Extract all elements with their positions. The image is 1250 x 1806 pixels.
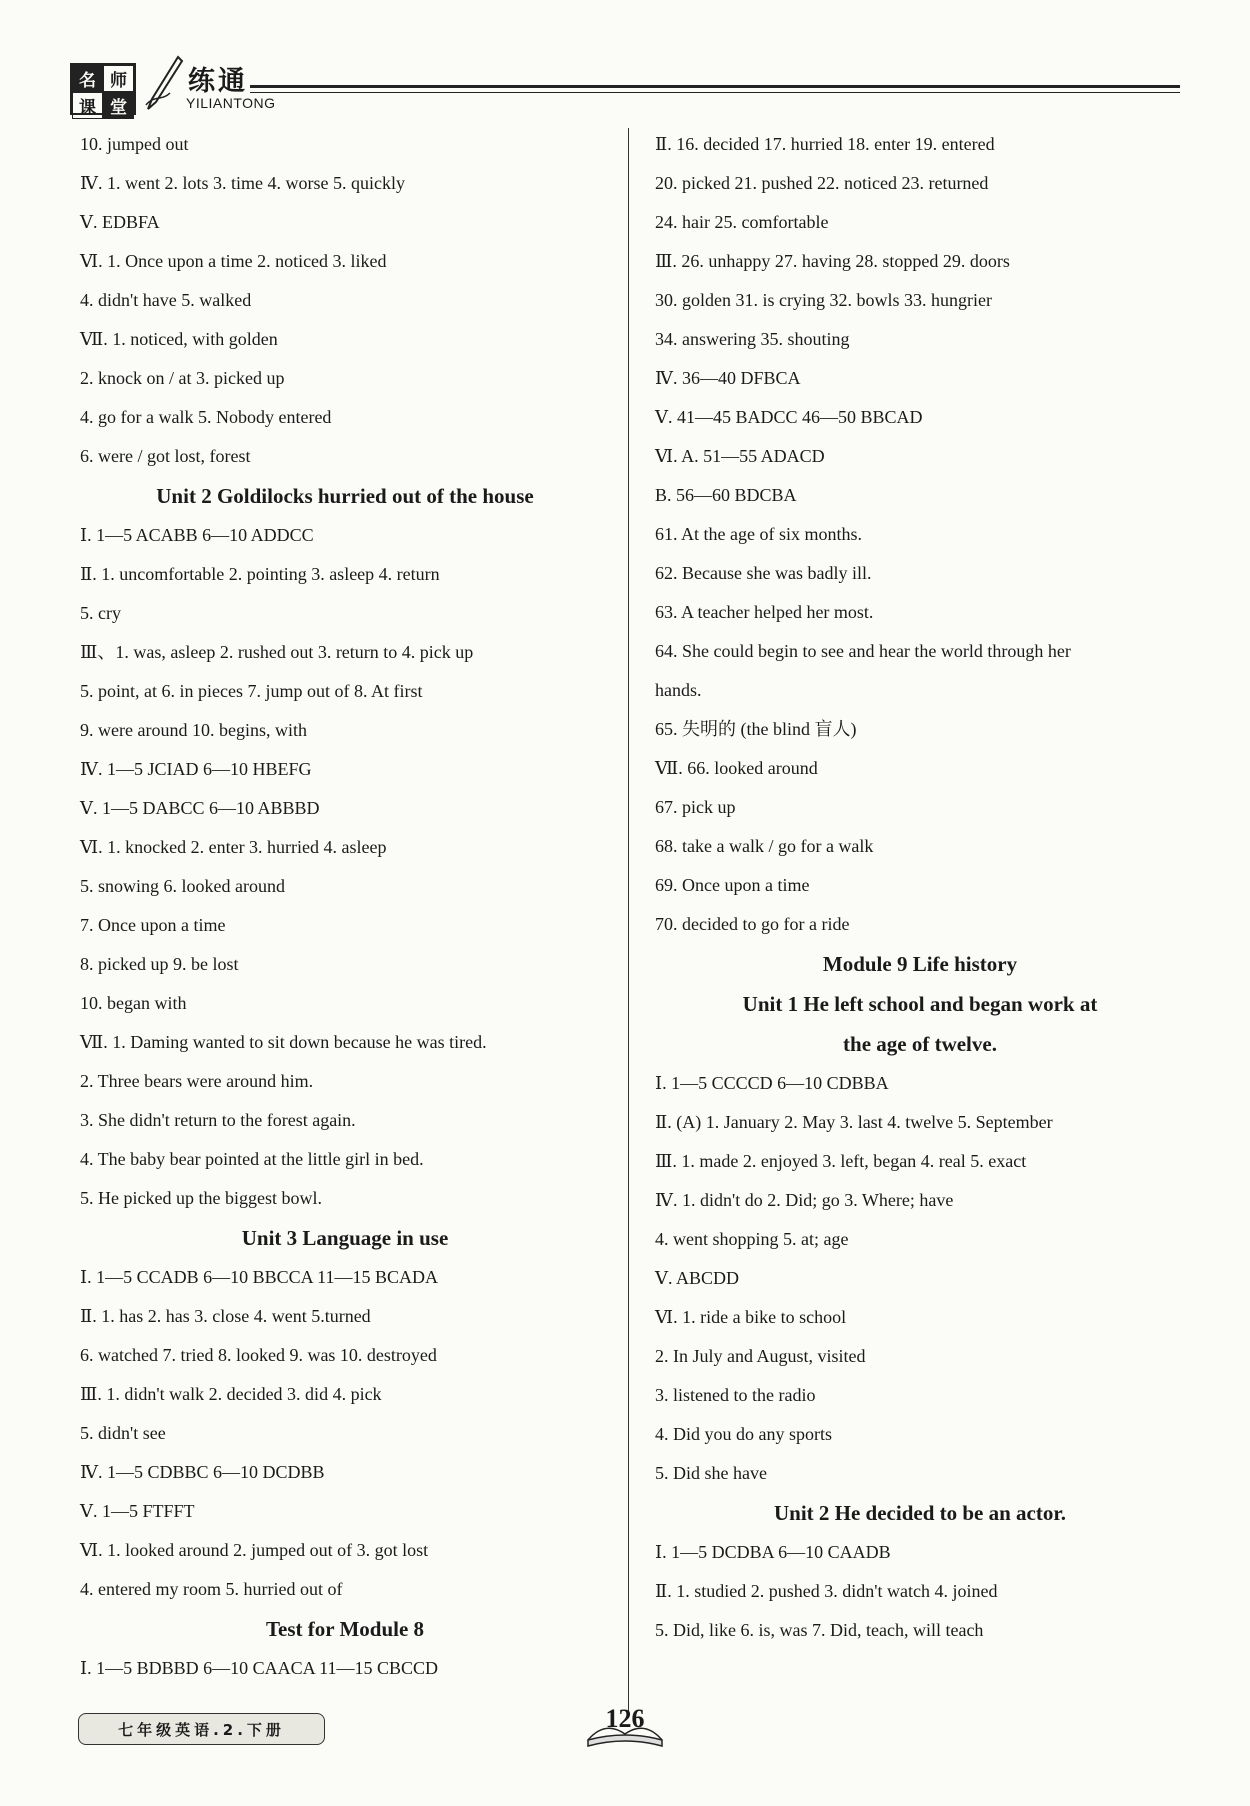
answer-line: 5. He picked up the biggest bowl. — [80, 1188, 322, 1208]
right-column — [655, 125, 1185, 1650]
logo-char: 课 — [72, 92, 103, 119]
answer-line: Ⅴ. ABCDD — [655, 1268, 740, 1288]
answer-line: 10. began with — [80, 993, 187, 1013]
answer-line: 3. She didn't return to the forest again. — [80, 1110, 356, 1130]
section-heading: Unit 2 Goldilocks hurried out of the house — [156, 484, 534, 508]
pen-icon — [140, 55, 184, 113]
logo — [70, 63, 136, 118]
answer-line: Ⅳ. 1. went 2. lots 3. time 4. worse 5. quickly — [80, 173, 405, 193]
answer-line: Ⅶ. 66. looked around — [655, 758, 818, 778]
answer-line: 68. take a walk / go for a walk — [655, 836, 874, 856]
answer-line: Ⅴ. 1—5 DABCC 6—10 ABBBD — [80, 798, 320, 818]
answer-line: Ⅰ. 1—5 DCDBA 6—10 CAADB — [655, 1542, 891, 1562]
answer-line: 62. Because she was badly ill. — [655, 563, 872, 583]
answer-line: 4. The baby bear pointed at the little girl in bed. — [80, 1149, 424, 1169]
answer-line: 64. She could begin to see and hear the world through her — [655, 641, 1071, 661]
answer-line: 3. listened to the radio — [655, 1385, 816, 1405]
answer-line: 30. golden 31. is crying 32. bowls 33. hungrier — [655, 290, 992, 310]
answer-line: Ⅱ. (A) 1. January 2. May 3. last 4. twelve 5. September — [655, 1112, 1053, 1132]
answer-line: Ⅴ. 41—45 BADCC 46—50 BBCAD — [655, 407, 923, 427]
answer-line: Ⅲ、1. was, asleep 2. rushed out 3. return to 4. pick up — [80, 642, 474, 662]
answer-line: 4. went shopping 5. at; age — [655, 1229, 849, 1249]
answer-line: Ⅰ. 1—5 ACABB 6—10 ADDCC — [80, 525, 314, 545]
section-heading: Module 9 Life history — [822, 952, 1018, 976]
answer-line: 4. go for a walk 5. Nobody entered — [80, 407, 332, 427]
header-rule — [250, 85, 1180, 88]
answer-line: 34. answering 35. shouting — [655, 329, 850, 349]
section-heading: Test for Module 8 — [265, 1617, 425, 1641]
answer-line: hands. — [655, 680, 702, 700]
logo-char: 师 — [103, 65, 134, 92]
answer-line: Ⅱ. 1. uncomfortable 2. pointing 3. asleep 4. return — [80, 564, 440, 584]
answer-line: 4. entered my room 5. hurried out of — [80, 1579, 343, 1599]
answer-line: Ⅲ. 26. unhappy 27. having 28. stopped 29. doors — [655, 251, 1010, 271]
section-heading: Unit 1 He left school and began work at — [742, 992, 1098, 1016]
answer-line: 8. picked up 9. be lost — [80, 954, 239, 974]
header-rule — [250, 92, 1180, 93]
answer-line: 9. were around 10. begins, with — [80, 720, 307, 740]
answer-line: 2. knock on / at 3. picked up — [80, 368, 285, 388]
answer-line: 63. A teacher helped her most. — [655, 602, 874, 622]
answer-line: 7. Once upon a time — [80, 915, 226, 935]
answer-line: Ⅵ. 1. looked around 2. jumped out of 3. got lost — [80, 1540, 429, 1560]
answer-line: 5. Did she have — [655, 1463, 767, 1483]
logo-char: 堂 — [103, 92, 134, 119]
answer-line: Ⅱ. 16. decided 17. hurried 18. enter 19. entered — [655, 134, 995, 154]
answer-line: 10. jumped out — [80, 134, 189, 154]
answer-line: Ⅶ. 1. Daming wanted to sit down because he was tired. — [80, 1032, 487, 1052]
answer-line: 4. didn't have 5. walked — [80, 290, 252, 310]
answer-line: Ⅲ. 1. didn't walk 2. decided 3. did 4. pick — [80, 1384, 382, 1404]
answer-line: Ⅳ. 1. didn't do 2. Did; go 3. Where; have — [655, 1190, 954, 1210]
section-heading: Unit 2 He decided to be an actor. — [773, 1501, 1067, 1525]
answer-line: Ⅰ. 1—5 BDBBD 6—10 CAACA 11—15 CBCCD — [80, 1658, 438, 1678]
answer-line: 24. hair 25. comfortable — [655, 212, 829, 232]
answer-line: Ⅰ. 1—5 CCCCD 6—10 CDBBA — [655, 1073, 889, 1093]
answer-line: 5. didn't see — [80, 1423, 166, 1443]
page-number — [580, 1700, 670, 1750]
answer-line: 6. were / got lost, forest — [80, 446, 251, 466]
answer-line: Ⅵ. A. 51—55 ADACD — [655, 446, 825, 466]
answer-line: Ⅱ. 1. studied 2. pushed 3. didn't watch 4. joined — [655, 1581, 998, 1601]
brand-title: 练通 — [188, 66, 248, 97]
answer-line: Ⅳ. 1—5 JCIAD 6—10 HBEFG — [80, 759, 312, 779]
answer-line: Ⅶ. 1. noticed, with golden — [80, 329, 278, 349]
column-divider — [628, 128, 629, 1718]
answer-line: Ⅵ. 1. Once upon a time 2. noticed 3. liked — [80, 251, 387, 271]
answer-line: Ⅱ. 1. has 2. has 3. close 4. went 5.turned — [80, 1306, 371, 1326]
answer-line: Ⅲ. 1. made 2. enjoyed 3. left, began 4. real 5. exact — [655, 1151, 1027, 1171]
page-header — [70, 55, 1180, 118]
answer-line: 70. decided to go for a ride — [655, 914, 850, 934]
answer-line: 5. point, at 6. in pieces 7. jump out of 8. At first — [80, 681, 423, 701]
answer-line: 65. 失明的 (the blind 盲人) — [655, 719, 857, 739]
answer-line: Ⅰ. 1—5 CCADB 6—10 BBCCA 11—15 BCADA — [80, 1267, 438, 1287]
answer-line: B. 56—60 BDCBA — [655, 485, 797, 505]
answer-line: Ⅵ. 1. ride a bike to school — [655, 1307, 847, 1327]
brand-subtitle: YILIANTONG — [186, 95, 276, 111]
section-heading: Unit 3 Language in use — [241, 1226, 449, 1250]
answer-line: 5. cry — [80, 603, 121, 623]
answer-line: 4. Did you do any sports — [655, 1424, 832, 1444]
logo-char: 名 — [72, 65, 103, 92]
left-column — [80, 125, 610, 1688]
answer-line: 2. In July and August, visited — [655, 1346, 866, 1366]
answer-line: 69. Once upon a time — [655, 875, 810, 895]
answer-line: Ⅳ. 1—5 CDBBC 6—10 DCDBB — [80, 1462, 325, 1482]
answer-line: 5. Did, like 6. is, was 7. Did, teach, will teach — [655, 1620, 984, 1640]
page-number-text: 126 — [605, 1704, 645, 1733]
answer-line: Ⅴ. EDBFA — [80, 212, 160, 232]
section-heading: the age of twelve. — [843, 1032, 997, 1056]
answer-line: Ⅴ. 1—5 FTFFT — [80, 1501, 195, 1521]
answer-line: Ⅵ. 1. knocked 2. enter 3. hurried 4. asleep — [80, 837, 387, 857]
answer-line: 5. snowing 6. looked around — [80, 876, 285, 896]
answer-line: 61. At the age of six months. — [655, 524, 862, 544]
answer-line: 6. watched 7. tried 8. looked 9. was 10. destroyed — [80, 1345, 437, 1365]
answer-line: 2. Three bears were around him. — [80, 1071, 314, 1091]
answer-line: 67. pick up — [655, 797, 736, 817]
answer-line: 20. picked 21. pushed 22. noticed 23. returned — [655, 173, 989, 193]
answer-line: Ⅳ. 36—40 DFBCA — [655, 368, 801, 388]
book-tag: 七年级英语.2.下册 — [78, 1713, 325, 1745]
